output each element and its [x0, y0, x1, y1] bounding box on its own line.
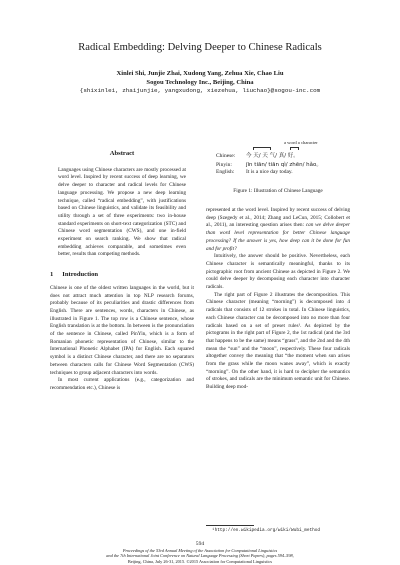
row-label: Chinese:: [216, 153, 236, 159]
proceedings-line-3: Beijing, China, July 26-31, 2015. ©2015 Association for Computational Linguistics: [127, 558, 273, 564]
annotation-word: a word: [284, 140, 297, 145]
intro-heading: [50, 271, 194, 279]
row-label: English:: [216, 169, 235, 175]
paper-title: Radical Embedding: Delving Deeper to Chinese Radicals: [78, 42, 322, 53]
intro-paragraph-2: In most current applications (e.g., categorization and recommendation etc.), Chinese is: [50, 377, 194, 391]
proceedings-line-2: and the 7th International Joint Conference on Natural Language Processing (Short Papers), pages 594–598,: [106, 553, 294, 559]
author-names: Xinlei Shi, Junjie Zhai, Xudong Yang, Zehua Xie, Chao Liu: [116, 70, 284, 77]
page-number: 594: [195, 541, 205, 547]
abstract-heading: Abstract: [109, 150, 135, 157]
figure-1: [206, 140, 350, 192]
intro-paragraph-1: Chinese is one of the oldest written languages in the world, but it does not attract much attention in top NLP research forums, probably because of its peculiarities and drastic differences from English. There are sentences, words, characters in Chinese, as illustrated in Figure 1. The top row is a Chinese sentence, whose English translation is at the bottom. In between is the pronunciation of the sentence in Chinese, called PinYin, which is a form of Romanian phonetic representation of Chinese, similar to the International Phonetic Alphabet (IPA) for English. Each squared symbol is a distinct Chinese character, and there are no separators between characters calls for Chinese Word Segmentation (CWS) techniques to group adjacent characters into words.: [50, 284, 194, 376]
paragraph-text: represented at the word level. Inspired by recent success of delving deep (Szegedy et al., 2014; Zhang and LeCun, 2015; Collobert et al., 2011), an interesting question arises then:: [206, 207, 350, 229]
proceedings-line-1: Proceedings of the 53rd Annual Meeting of the Association for Computational Linguistics: [122, 548, 278, 553]
character-brace: [290, 147, 299, 150]
right-paragraph-3: The right part of Figure 2 illustrates the decomposition. This Chinese character (meaning “morning”) is decomposed into 4 radicals that consists of 12 strokes in total. In Chinese linguistics, each Chinese character can be decomposed into no more than four radicals based on a set of preset rules¹. As depicted by the pictograms in the right part of Figure 2, the 1st radical (and the 3rd that happens to be the same) means “grass”, and the 2nd and the 4th mean the “sun” and the “moon”, respectively. These four radicals altogether convey the meaning that “the moment when sun arises from the grass while the moon wanes away”, which is exactly “morning”. On the other hand, it is hard to decipher the semantics of strokes, and radicals are the minimum semantic unit for Chinese. Building deep mod-: [206, 291, 350, 391]
abstract-text: Languages using Chinese characters are mostly processed at word level. Inspired by recent success of deep learning, we delve deeper to character and radical levels for Chinese language processing. We propose a new deep learning technique, called “radical embedding”, with justifications based on Chinese linguistics, and validate its feasibility and utility through a set of three experiments: two in-house standard experiments on short-text categorization (STC) and Chinese word segmentation (CWS), and one in-field experiment on search ranking. We show that radical embedding achieves comparable, and sometimes even better, results than competing methods.: [58, 166, 186, 258]
right-column: [206, 207, 350, 392]
annotation-character: a character: [297, 140, 318, 145]
right-paragraph-1: [206, 207, 350, 253]
author-emails: {shixinlei, zhaijunjie, yangxudong, xiezehua, liuchao}@sogou-inc.com: [79, 87, 321, 95]
left-column: [50, 140, 194, 393]
proceedings-footer: [0, 548, 400, 564]
footnote-rule: [206, 525, 254, 526]
figure-row-english: [216, 169, 293, 175]
row-value: 今 天/ 天 气/ 真/ 好。: [246, 153, 299, 159]
figure-row-pinyin: [216, 160, 322, 168]
right-paragraph-2: Intuitively, the answer should be positive. Nevertheless, each Chinese character is semantically meaningful, thanks to its pictographic root from ancient Chinese as depicted in Figure 2. We could delve deeper by decomposing each character into character radicals.: [206, 253, 350, 291]
row-label: Pinyin:: [216, 162, 232, 168]
author-block: [0, 70, 400, 96]
research-question: can we delve deeper than word level representation for better Chinese language processing? If the answer is yes, how deep can it be done for fun and for profit?: [206, 222, 350, 252]
row-value: jīn tiān/ tiān qì/ zhēn/ hǎo。: [246, 162, 322, 168]
figure-row-chinese: [216, 151, 299, 159]
footnote: ¹http://en.wikipedia.org/wiki/Wubi_method: [212, 528, 321, 533]
row-value: It is a nice day today.: [246, 169, 293, 175]
word-brace: [253, 147, 271, 150]
section-number: 1: [50, 271, 54, 279]
figure-caption: Figure 1: Illustration of Chinese Language: [233, 188, 323, 194]
section-title: Introduction: [62, 271, 99, 279]
affiliation: Sogou Technology Inc., Beijing, China: [146, 78, 254, 86]
figure-annotation: [284, 140, 318, 145]
